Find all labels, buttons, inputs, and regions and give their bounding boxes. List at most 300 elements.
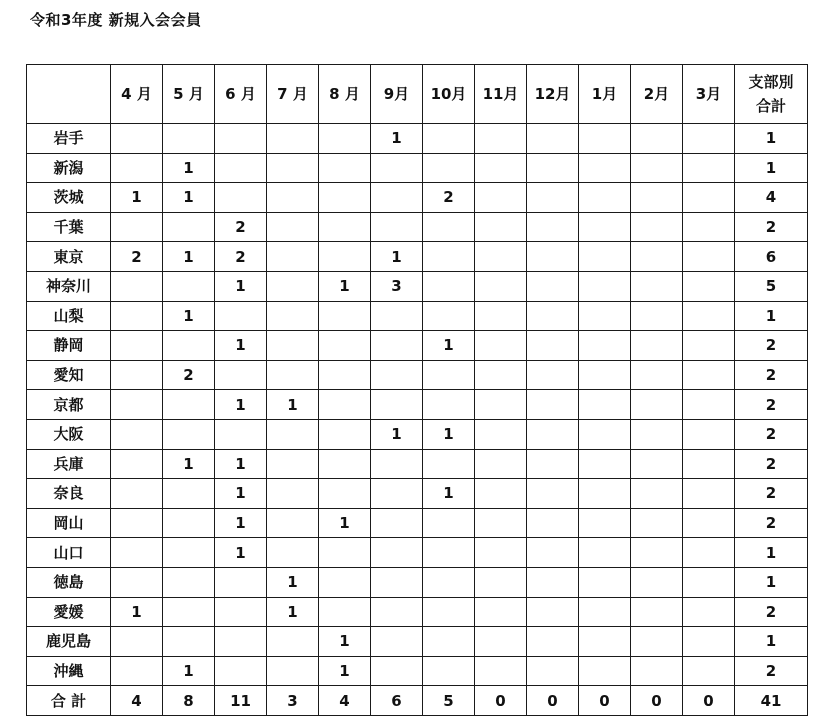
month-value-cell <box>475 242 527 272</box>
month-value-cell <box>527 360 579 390</box>
month-value-cell <box>475 508 527 538</box>
month-value-cell <box>267 508 319 538</box>
month-value-cell <box>215 124 267 154</box>
table-row <box>27 656 808 686</box>
month-value-cell <box>371 153 423 183</box>
month-value-cell <box>423 212 475 242</box>
document-title: 令和3年度 新規入会会員 <box>30 11 202 29</box>
month-value-cell <box>267 242 319 272</box>
month-header: 9月 <box>371 65 423 124</box>
region-total-cell: 2 <box>735 419 808 449</box>
month-value-cell <box>267 538 319 568</box>
month-value-cell <box>527 183 579 213</box>
month-value-cell <box>631 360 683 390</box>
month-value-cell <box>319 242 371 272</box>
month-value-cell <box>579 242 631 272</box>
region-total-cell: 2 <box>735 212 808 242</box>
month-value-cell <box>371 331 423 361</box>
month-value-cell <box>163 508 215 538</box>
month-value-cell: 2 <box>163 360 215 390</box>
region-total-cell: 2 <box>735 656 808 686</box>
month-value-cell: 1 <box>215 508 267 538</box>
month-value-cell <box>163 419 215 449</box>
month-value-cell <box>527 479 579 509</box>
month-value-cell <box>215 301 267 331</box>
month-sum-cell: 8 <box>163 686 215 716</box>
region-cell: 愛媛 <box>27 597 111 627</box>
month-value-cell <box>215 183 267 213</box>
month-value-cell <box>319 153 371 183</box>
month-value-cell: 1 <box>215 449 267 479</box>
region-total-cell: 1 <box>735 301 808 331</box>
month-value-cell <box>215 567 267 597</box>
table-row <box>27 331 808 361</box>
month-value-cell <box>631 508 683 538</box>
month-value-cell <box>267 360 319 390</box>
header-corner-cell <box>27 65 111 124</box>
month-value-cell <box>631 331 683 361</box>
month-value-cell <box>371 212 423 242</box>
month-sum-cell: 5 <box>423 686 475 716</box>
month-value-cell <box>579 479 631 509</box>
month-value-cell <box>267 656 319 686</box>
month-value-cell <box>631 538 683 568</box>
month-value-cell <box>319 360 371 390</box>
month-value-cell <box>683 567 735 597</box>
month-value-cell <box>215 419 267 449</box>
region-total-cell: 1 <box>735 567 808 597</box>
month-value-cell <box>683 301 735 331</box>
month-value-cell <box>631 271 683 301</box>
region-total-cell: 2 <box>735 331 808 361</box>
branch-total-header-line1: 支部別 <box>748 73 794 91</box>
region-total-cell: 2 <box>735 390 808 420</box>
month-value-cell <box>631 212 683 242</box>
month-value-cell <box>527 212 579 242</box>
month-value-cell <box>683 153 735 183</box>
month-value-cell: 2 <box>111 242 163 272</box>
month-value-cell <box>527 242 579 272</box>
month-value-cell <box>631 183 683 213</box>
month-sum-cell: 11 <box>215 686 267 716</box>
month-value-cell <box>631 242 683 272</box>
table-row <box>27 419 808 449</box>
month-value-cell <box>631 656 683 686</box>
month-value-cell <box>475 183 527 213</box>
month-value-cell <box>371 301 423 331</box>
month-value-cell <box>683 360 735 390</box>
month-value-cell <box>579 508 631 538</box>
month-value-cell <box>371 538 423 568</box>
month-value-cell <box>371 597 423 627</box>
month-value-cell <box>319 538 371 568</box>
month-value-cell <box>267 627 319 657</box>
month-value-cell: 2 <box>423 183 475 213</box>
table-row <box>27 390 808 420</box>
month-value-cell: 1 <box>215 390 267 420</box>
month-value-cell <box>683 656 735 686</box>
region-cell: 岡山 <box>27 508 111 538</box>
month-value-cell <box>215 656 267 686</box>
month-value-cell <box>527 331 579 361</box>
branch-total-header-line2: 合計 <box>755 97 786 115</box>
month-value-cell <box>579 183 631 213</box>
membership-table <box>26 64 808 716</box>
region-total-cell: 1 <box>735 153 808 183</box>
month-value-cell <box>423 153 475 183</box>
month-value-cell <box>423 301 475 331</box>
month-value-cell <box>423 242 475 272</box>
month-value-cell <box>683 390 735 420</box>
month-value-cell: 2 <box>215 242 267 272</box>
month-value-cell <box>267 124 319 154</box>
month-value-cell: 1 <box>215 538 267 568</box>
month-value-cell <box>683 627 735 657</box>
month-value-cell <box>475 656 527 686</box>
month-value-cell <box>683 183 735 213</box>
month-value-cell <box>579 301 631 331</box>
region-cell: 山梨 <box>27 301 111 331</box>
month-value-cell: 1 <box>163 183 215 213</box>
table-row <box>27 271 808 301</box>
sum-row <box>27 686 808 716</box>
month-value-cell <box>683 538 735 568</box>
header-row <box>27 65 808 124</box>
table-row <box>27 124 808 154</box>
month-value-cell <box>631 597 683 627</box>
region-total-cell: 1 <box>735 124 808 154</box>
region-cell: 神奈川 <box>27 271 111 301</box>
month-value-cell <box>267 271 319 301</box>
table-row <box>27 449 808 479</box>
month-value-cell: 1 <box>163 153 215 183</box>
month-value-cell <box>319 597 371 627</box>
month-value-cell: 1 <box>215 479 267 509</box>
table-body <box>27 124 808 716</box>
table-row <box>27 479 808 509</box>
region-cell: 愛知 <box>27 360 111 390</box>
month-value-cell <box>683 331 735 361</box>
month-value-cell <box>423 271 475 301</box>
month-value-cell <box>683 479 735 509</box>
region-total-cell: 1 <box>735 538 808 568</box>
month-value-cell <box>579 567 631 597</box>
month-value-cell <box>579 360 631 390</box>
month-sum-cell: 4 <box>111 686 163 716</box>
month-value-cell <box>319 390 371 420</box>
month-value-cell <box>371 627 423 657</box>
month-value-cell <box>111 271 163 301</box>
month-value-cell <box>527 627 579 657</box>
month-value-cell <box>371 390 423 420</box>
month-value-cell <box>267 153 319 183</box>
month-value-cell <box>475 360 527 390</box>
month-value-cell: 3 <box>371 271 423 301</box>
month-value-cell <box>579 390 631 420</box>
month-value-cell <box>527 567 579 597</box>
month-value-cell: 1 <box>319 508 371 538</box>
month-value-cell <box>111 153 163 183</box>
month-value-cell <box>423 360 475 390</box>
region-total-cell: 2 <box>735 508 808 538</box>
month-value-cell: 1 <box>163 656 215 686</box>
month-value-cell <box>371 449 423 479</box>
month-value-cell <box>527 449 579 479</box>
month-value-cell <box>319 301 371 331</box>
month-sum-cell: 0 <box>475 686 527 716</box>
month-value-cell <box>475 390 527 420</box>
month-value-cell <box>163 331 215 361</box>
month-header: 11月 <box>475 65 527 124</box>
month-header: 1月 <box>579 65 631 124</box>
month-value-cell: 1 <box>267 597 319 627</box>
table-row <box>27 153 808 183</box>
region-cell: 京都 <box>27 390 111 420</box>
month-value-cell: 1 <box>423 331 475 361</box>
month-value-cell: 1 <box>111 183 163 213</box>
region-total-cell: 2 <box>735 597 808 627</box>
month-value-cell <box>527 656 579 686</box>
region-total-cell: 2 <box>735 449 808 479</box>
region-cell: 岩手 <box>27 124 111 154</box>
month-value-cell <box>579 449 631 479</box>
region-total-cell: 1 <box>735 627 808 657</box>
table-header <box>27 65 808 124</box>
month-value-cell <box>683 508 735 538</box>
month-value-cell <box>267 449 319 479</box>
month-value-cell <box>267 419 319 449</box>
region-cell: 千葉 <box>27 212 111 242</box>
month-value-cell <box>111 508 163 538</box>
month-value-cell <box>631 390 683 420</box>
table-row <box>27 508 808 538</box>
month-value-cell <box>319 449 371 479</box>
month-value-cell <box>371 360 423 390</box>
month-value-cell <box>579 124 631 154</box>
month-value-cell <box>475 212 527 242</box>
month-value-cell <box>475 301 527 331</box>
month-value-cell <box>111 538 163 568</box>
month-value-cell <box>111 124 163 154</box>
month-header: 8 月 <box>319 65 371 124</box>
table-row <box>27 301 808 331</box>
month-value-cell <box>579 153 631 183</box>
month-value-cell <box>527 301 579 331</box>
month-value-cell: 1 <box>371 124 423 154</box>
region-cell: 徳島 <box>27 567 111 597</box>
month-value-cell <box>319 567 371 597</box>
month-sum-cell: 0 <box>631 686 683 716</box>
branch-total-header <box>735 65 808 124</box>
region-total-cell: 4 <box>735 183 808 213</box>
region-cell: 新潟 <box>27 153 111 183</box>
month-value-cell <box>423 597 475 627</box>
region-cell: 山口 <box>27 538 111 568</box>
month-value-cell <box>371 479 423 509</box>
grand-total-cell: 41 <box>735 686 808 716</box>
month-value-cell <box>371 567 423 597</box>
table-row <box>27 360 808 390</box>
month-value-cell: 1 <box>163 242 215 272</box>
month-value-cell <box>423 627 475 657</box>
month-value-cell <box>267 301 319 331</box>
month-sum-cell: 4 <box>319 686 371 716</box>
month-value-cell <box>475 419 527 449</box>
month-value-cell <box>527 124 579 154</box>
month-value-cell <box>371 183 423 213</box>
month-value-cell <box>163 627 215 657</box>
month-value-cell <box>683 124 735 154</box>
month-value-cell <box>319 212 371 242</box>
month-value-cell <box>527 390 579 420</box>
month-value-cell <box>111 360 163 390</box>
region-total-cell: 5 <box>735 271 808 301</box>
month-value-cell <box>475 153 527 183</box>
month-value-cell <box>683 449 735 479</box>
month-value-cell <box>527 271 579 301</box>
month-value-cell <box>111 656 163 686</box>
month-value-cell <box>111 567 163 597</box>
region-cell: 大阪 <box>27 419 111 449</box>
month-value-cell: 1 <box>371 242 423 272</box>
month-value-cell <box>267 183 319 213</box>
month-value-cell <box>475 479 527 509</box>
month-value-cell <box>111 479 163 509</box>
month-value-cell <box>319 331 371 361</box>
month-value-cell: 1 <box>319 627 371 657</box>
month-value-cell <box>527 597 579 627</box>
month-header: 6 月 <box>215 65 267 124</box>
month-value-cell <box>579 271 631 301</box>
month-value-cell <box>423 449 475 479</box>
table-row <box>27 538 808 568</box>
month-value-cell <box>423 538 475 568</box>
month-header: 7 月 <box>267 65 319 124</box>
month-value-cell <box>631 627 683 657</box>
month-value-cell <box>423 124 475 154</box>
table-row <box>27 212 808 242</box>
month-value-cell <box>423 390 475 420</box>
month-value-cell <box>163 212 215 242</box>
month-value-cell <box>215 627 267 657</box>
month-value-cell <box>163 124 215 154</box>
month-value-cell: 1 <box>371 419 423 449</box>
month-value-cell: 1 <box>423 419 475 449</box>
month-value-cell <box>579 656 631 686</box>
table-row <box>27 567 808 597</box>
month-sum-cell: 0 <box>683 686 735 716</box>
month-value-cell: 1 <box>319 656 371 686</box>
month-value-cell <box>163 479 215 509</box>
month-value-cell <box>527 538 579 568</box>
month-header: 12月 <box>527 65 579 124</box>
month-value-cell <box>475 567 527 597</box>
month-value-cell <box>163 567 215 597</box>
month-value-cell: 1 <box>215 271 267 301</box>
month-header: 5 月 <box>163 65 215 124</box>
month-value-cell <box>527 153 579 183</box>
month-value-cell: 1 <box>163 449 215 479</box>
month-value-cell <box>163 538 215 568</box>
month-value-cell <box>475 597 527 627</box>
month-value-cell <box>423 656 475 686</box>
month-value-cell <box>683 242 735 272</box>
month-value-cell <box>163 390 215 420</box>
month-value-cell <box>579 538 631 568</box>
region-cell: 東京 <box>27 242 111 272</box>
month-value-cell <box>111 212 163 242</box>
month-value-cell <box>579 419 631 449</box>
month-value-cell <box>579 331 631 361</box>
month-value-cell <box>215 597 267 627</box>
table-row <box>27 627 808 657</box>
month-value-cell <box>423 567 475 597</box>
month-value-cell: 2 <box>215 212 267 242</box>
month-value-cell <box>631 301 683 331</box>
month-value-cell <box>371 508 423 538</box>
month-value-cell: 1 <box>423 479 475 509</box>
month-value-cell <box>111 419 163 449</box>
month-header: 3月 <box>683 65 735 124</box>
month-value-cell <box>579 627 631 657</box>
month-value-cell <box>683 271 735 301</box>
month-value-cell <box>475 331 527 361</box>
month-value-cell <box>475 449 527 479</box>
month-value-cell <box>631 567 683 597</box>
month-sum-cell: 0 <box>527 686 579 716</box>
region-cell: 沖縄 <box>27 656 111 686</box>
month-sum-cell: 0 <box>579 686 631 716</box>
month-header: 4 月 <box>111 65 163 124</box>
month-header: 10月 <box>423 65 475 124</box>
month-value-cell <box>475 271 527 301</box>
month-value-cell <box>683 597 735 627</box>
month-value-cell <box>423 508 475 538</box>
month-value-cell <box>579 212 631 242</box>
month-value-cell <box>111 390 163 420</box>
month-value-cell: 1 <box>215 331 267 361</box>
month-value-cell <box>319 183 371 213</box>
table-row <box>27 597 808 627</box>
month-value-cell <box>111 627 163 657</box>
month-value-cell <box>267 212 319 242</box>
month-value-cell <box>111 331 163 361</box>
month-value-cell <box>111 449 163 479</box>
month-value-cell <box>111 301 163 331</box>
month-value-cell: 1 <box>319 271 371 301</box>
month-value-cell <box>163 271 215 301</box>
month-value-cell <box>215 153 267 183</box>
month-value-cell <box>319 479 371 509</box>
month-value-cell: 1 <box>163 301 215 331</box>
month-value-cell <box>631 449 683 479</box>
month-value-cell <box>683 419 735 449</box>
region-cell: 鹿児島 <box>27 627 111 657</box>
month-value-cell <box>267 479 319 509</box>
region-cell: 奈良 <box>27 479 111 509</box>
month-header: 2月 <box>631 65 683 124</box>
region-total-cell: 2 <box>735 360 808 390</box>
table-row <box>27 183 808 213</box>
month-value-cell <box>527 419 579 449</box>
month-value-cell <box>475 627 527 657</box>
month-value-cell <box>319 124 371 154</box>
month-value-cell: 1 <box>111 597 163 627</box>
month-value-cell: 1 <box>267 390 319 420</box>
month-value-cell <box>631 479 683 509</box>
month-value-cell <box>527 508 579 538</box>
month-value-cell <box>631 124 683 154</box>
